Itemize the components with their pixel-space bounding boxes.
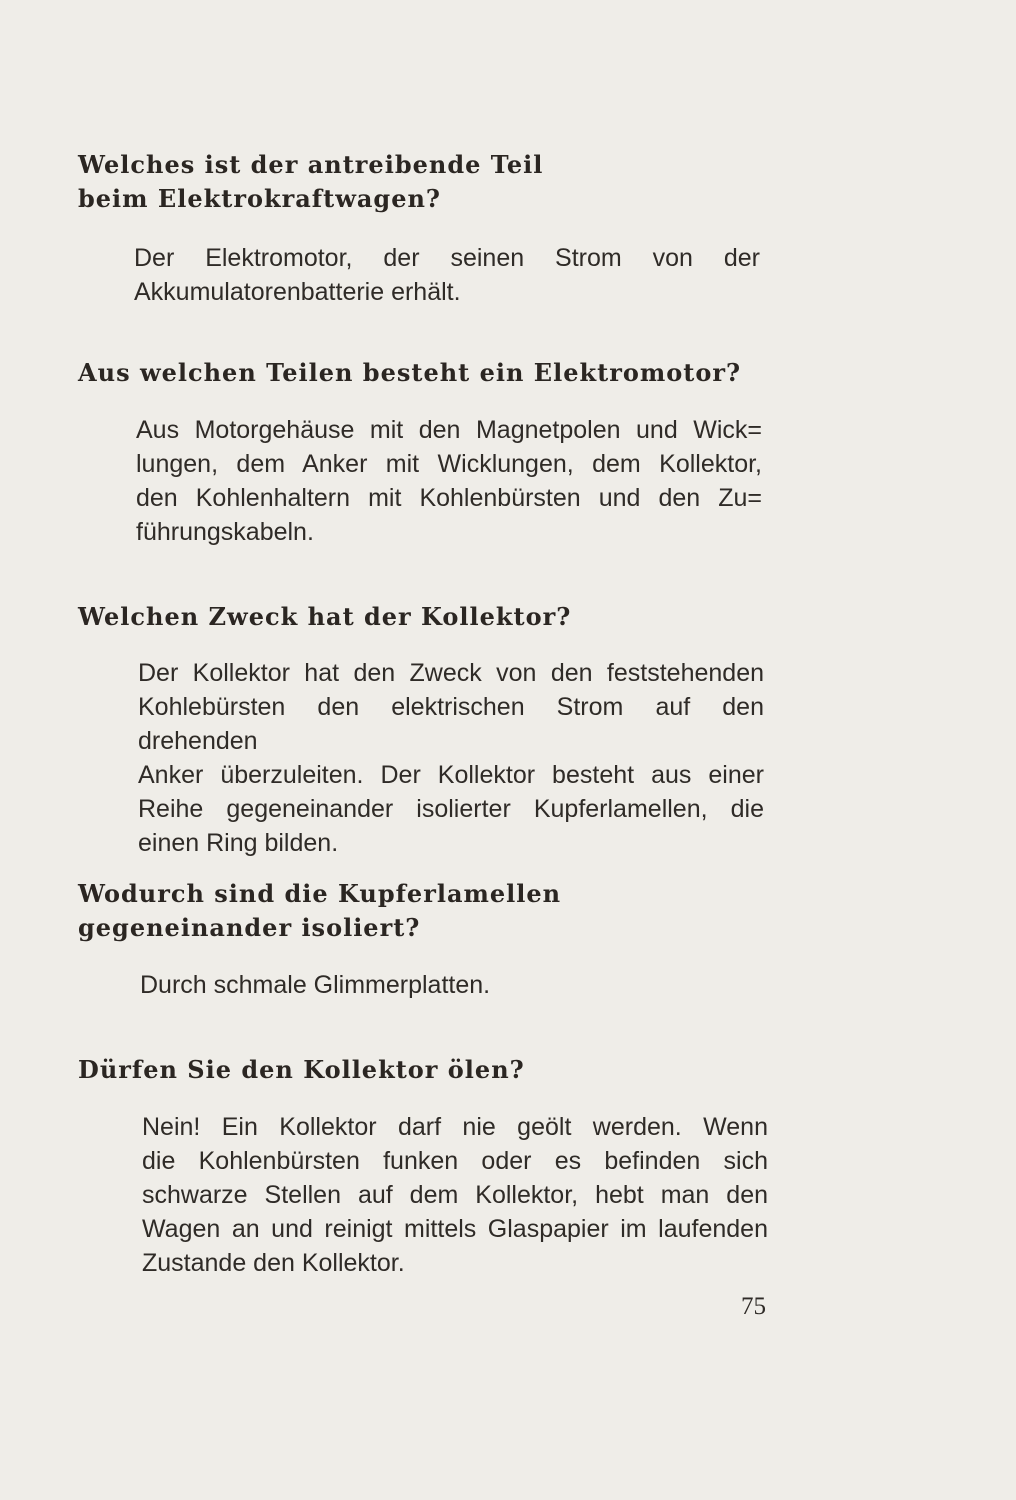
answer-line: Akkumulatorenbatterie erhält. (134, 278, 461, 306)
question-line: Aus welchen Teilen besteht ein Elektromotor? (78, 358, 742, 387)
answer-line: lungen, dem Anker mit Wicklungen, dem Kollektor, (136, 450, 762, 478)
question-line: Welchen Zweck hat der Kollektor? (78, 602, 572, 631)
answer-line: Der Kollektor hat den Zweck von den feststehenden (138, 659, 764, 687)
answer-5 (142, 1110, 768, 1280)
answer-line: Wagen an und reinigt mittels Glaspapier im laufenden (142, 1215, 768, 1243)
answer-line: den Kohlenhaltern mit Kohlenbürsten und den Zu= (136, 484, 762, 512)
question-line: Dürfen Sie den Kollektor ölen? (78, 1055, 525, 1084)
question-4 (78, 877, 778, 945)
answer-line: die Kohlenbürsten funken oder es befinden sich (142, 1147, 768, 1175)
answer-4 (140, 968, 766, 1002)
answer-line: Aus Motorgehäuse mit den Magnetpolen und Wick= (136, 416, 762, 444)
question-line: Wodurch sind die Kupferlamellen (78, 879, 562, 908)
answer-3 (138, 656, 764, 860)
answer-line: führungskabeln. (136, 518, 314, 546)
answer-line: Reihe gegeneinander isolierter Kupferlamellen, die (138, 795, 764, 823)
answer-line: Kohlebürsten den elektrischen Strom auf den drehenden (138, 693, 764, 755)
question-line: Welches ist der antreibende Teil (78, 150, 544, 179)
answer-1 (134, 241, 760, 309)
question-2 (78, 356, 778, 390)
question-3 (78, 600, 778, 634)
answer-line: schwarze Stellen auf dem Kollektor, hebt man den (142, 1181, 768, 1209)
page-number: 75 (741, 1293, 766, 1320)
question-line: gegeneinander isoliert? (78, 913, 421, 942)
answer-2 (136, 413, 762, 549)
question-1 (78, 148, 778, 216)
answer-line: Nein! Ein Kollektor darf nie geölt werden. Wenn (142, 1113, 768, 1141)
answer-line: einen Ring bilden. (138, 829, 339, 857)
question-5 (78, 1053, 778, 1087)
answer-line: Zustande den Kollektor. (142, 1249, 405, 1277)
answer-line: Durch schmale Glimmerplatten. (140, 971, 491, 999)
answer-line: Der Elektromotor, der seinen Strom von der (134, 244, 760, 272)
answer-line: Anker überzuleiten. Der Kollektor besteht aus einer (138, 761, 764, 789)
question-line: beim Elektrokraftwagen? (78, 184, 441, 213)
